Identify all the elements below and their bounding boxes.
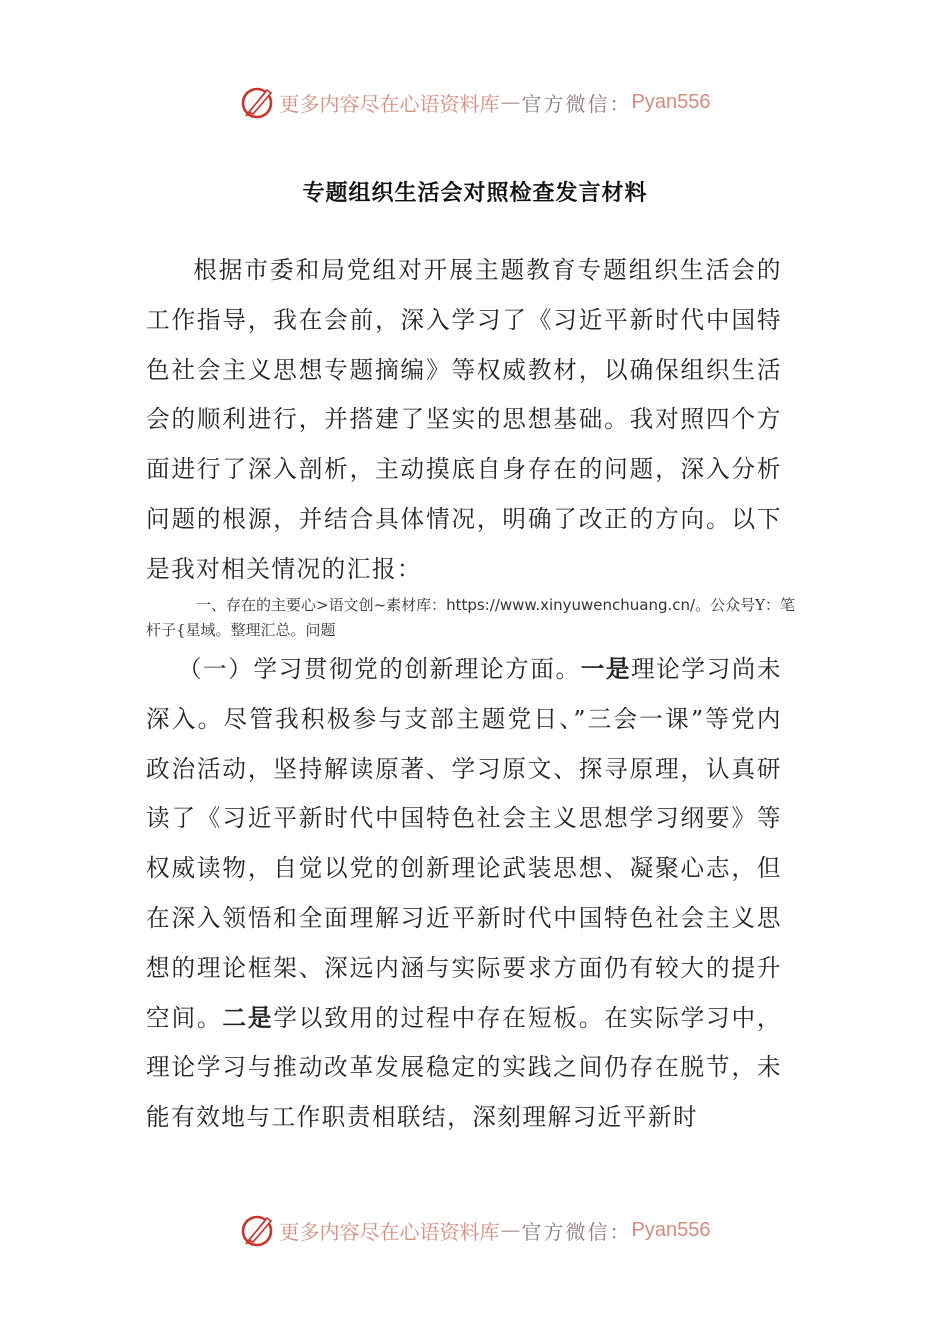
banner-dash: —: [500, 1218, 521, 1242]
quill-logo-icon: [240, 84, 276, 120]
section-heading-url: https://www.xinyuwenchuang.cn/: [446, 596, 696, 614]
section-heading: [146, 593, 796, 643]
point-two-label: 二是: [222, 1003, 274, 1032]
header-watermark-banner: [0, 78, 950, 126]
section-heading-text-1: 一、存在的主要心>语文创~素材库：: [196, 596, 447, 614]
subsection-paragraph: [146, 645, 782, 1143]
banner-main-text: 更多内容尽在心语资料库: [279, 91, 500, 116]
intro-paragraph: 根据市委和局党组对开展主题教育专题组织生活会的工作指导，我在会前，深入学习了《习近平新时代中国特色社会主义思想专题摘编》等权威教材，以确保组织生活会的顺利进行，并搭建了坚实的思想基础。我对照四个方面进行了深入剖析，主动摸底自身存在的问题，深入分析问题的根源，并结合具体情况，明确了改正的方向。以下是我对相关情况的汇报：: [146, 256, 782, 583]
banner-main-text: 更多内容尽在心语资料库: [279, 1219, 500, 1244]
point-two-text: 学以致用的过程中存在短板。在实际学习中，理论学习与推动改革发展稳定的实践之间仍存在脱节，未能有效地与工作职责相联结，深刻理解习近平新时: [146, 1003, 783, 1132]
banner-wechat-id: Pyan556: [631, 1218, 711, 1241]
banner-wechat-label: 官方微信：: [521, 1219, 632, 1244]
banner-wechat-id: Pyan556: [631, 90, 711, 113]
document-title: 专题组织生活会对照检查发言材料: [302, 181, 648, 206]
footer-watermark-banner: [0, 1206, 950, 1254]
quill-logo-icon: [240, 1212, 276, 1248]
section-heading-text-2: 。公众号Y：笔杆子{星域。整理汇总。问题: [146, 596, 796, 639]
point-one-text: 理论学习尚未深入。尽管我积极参与支部主题党日、”三会一课”等党内政治活动，坚持解读原著、学习原文、探寻原理，认真研读了《习近平新时代中国特色社会主义思想学习纲要》等权威读物，自觉以党的创新理论武装思想、凝聚心志，但在深入领悟和全面理解习近平新时代中国特色社会主义思想的理论框架、深远内涵与实际要求方面仍有较大的提升空间。: [146, 655, 783, 1032]
point-one-label: 一是: [580, 655, 632, 683]
banner-wechat-label: 官方微信：: [521, 91, 632, 116]
banner-dash: —: [500, 90, 521, 114]
subsection-lead: （一）学习贯彻党的创新理论方面。: [177, 655, 581, 683]
